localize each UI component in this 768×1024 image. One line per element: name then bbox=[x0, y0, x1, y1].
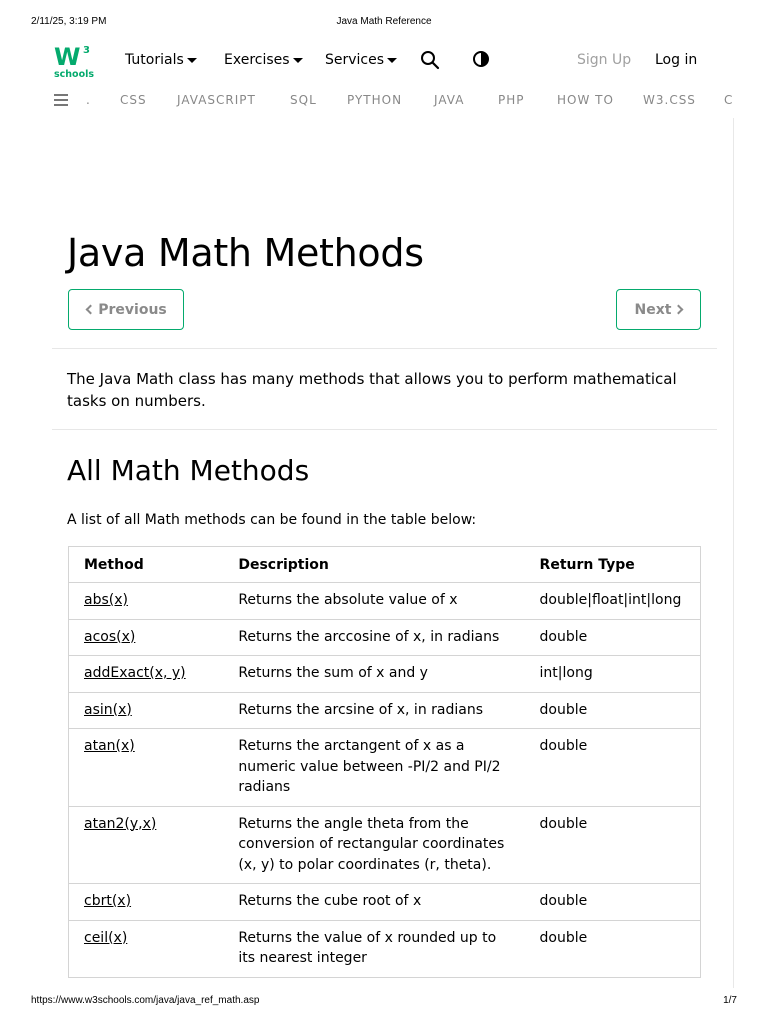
w3schools-logo[interactable] bbox=[53, 41, 95, 79]
divider bbox=[52, 348, 717, 349]
table-row bbox=[69, 656, 701, 693]
method-return-type: double bbox=[525, 729, 701, 807]
print-footer bbox=[0, 995, 768, 1009]
method-link[interactable]: asin(x) bbox=[84, 701, 132, 718]
header-method: Method bbox=[69, 547, 224, 583]
caret-down-icon bbox=[387, 58, 397, 63]
chevron-left-icon bbox=[86, 305, 96, 315]
table-row bbox=[69, 619, 701, 656]
exercises-label: Exercises bbox=[224, 52, 290, 68]
subnav-item-dot[interactable]: . bbox=[86, 93, 91, 107]
subject-navbar bbox=[0, 88, 768, 112]
method-return-type: int|long bbox=[525, 656, 701, 693]
theme-toggle-button[interactable] bbox=[472, 50, 490, 68]
logo-wordmark: schools bbox=[54, 69, 95, 79]
method-return-type: double bbox=[525, 806, 701, 884]
print-doc-title: Java Math Reference bbox=[336, 16, 432, 27]
print-url: https://www.w3schools.com/java/java_ref_math.asp bbox=[31, 995, 260, 1006]
table-header-row bbox=[69, 547, 701, 583]
tutorials-label: Tutorials bbox=[125, 52, 184, 68]
print-page-number: 1/7 bbox=[723, 995, 737, 1006]
section-title: All Math Methods bbox=[67, 454, 310, 487]
logo-mark: W bbox=[54, 43, 81, 71]
subnav-item-javascript[interactable]: JAVASCRIPT bbox=[177, 93, 256, 107]
top-navbar bbox=[0, 38, 768, 82]
method-description: Returns the arccosine of x, in radians bbox=[223, 619, 524, 656]
method-description: Returns the arcsine of x, in radians bbox=[223, 692, 524, 729]
method-description: Returns the cube root of x bbox=[223, 884, 524, 921]
services-label: Services bbox=[325, 52, 385, 68]
header-description: Description bbox=[223, 547, 524, 583]
subnav-item-css[interactable]: CSS bbox=[120, 93, 147, 107]
math-methods-table bbox=[68, 546, 701, 978]
subnav-item-c[interactable]: C bbox=[724, 93, 734, 107]
logo-superscript: 3 bbox=[83, 45, 90, 56]
method-description: Returns the sum of x and y bbox=[223, 656, 524, 693]
table-intro: A list of all Math methods can be found in the table below: bbox=[67, 512, 477, 528]
subnav-item-howto[interactable]: HOW TO bbox=[557, 93, 614, 107]
services-menu[interactable] bbox=[325, 50, 397, 70]
subnav-item-python[interactable]: PYTHON bbox=[347, 93, 403, 107]
print-header bbox=[0, 16, 768, 30]
contrast-icon bbox=[472, 50, 490, 68]
print-datetime: 2/11/25, 3:19 PM bbox=[31, 16, 107, 27]
method-description: Returns the angle theta from the conversion of rectangular coordinates (x, y) to polar coordinates (r, theta). bbox=[223, 806, 524, 884]
method-link[interactable]: atan(x) bbox=[84, 738, 135, 754]
table-row bbox=[69, 884, 701, 921]
signup-link[interactable]: Sign Up bbox=[577, 52, 632, 68]
chevron-right-icon bbox=[674, 305, 684, 315]
previous-button[interactable] bbox=[68, 289, 184, 330]
subnav-item-w3css[interactable]: W3.CSS bbox=[643, 93, 696, 107]
intro-paragraph: The Java Math class has many methods that allows you to perform mathematical tasks on numbers. bbox=[67, 370, 677, 410]
method-return-type: double bbox=[525, 692, 701, 729]
tutorials-menu[interactable] bbox=[125, 50, 197, 70]
exercises-menu[interactable] bbox=[224, 50, 303, 70]
table-row bbox=[69, 806, 701, 884]
method-description: Returns the absolute value of x bbox=[223, 583, 524, 620]
caret-down-icon bbox=[293, 58, 303, 63]
method-return-type: double|float|int|long bbox=[525, 583, 701, 620]
method-link[interactable]: atan2(y,x) bbox=[84, 815, 157, 832]
method-description: Returns the arctangent of x as a numeric value between -PI/2 and PI/2 radians bbox=[223, 729, 524, 807]
next-label: Next bbox=[634, 301, 672, 318]
method-return-type: double bbox=[525, 884, 701, 921]
caret-down-icon bbox=[187, 58, 197, 63]
menu-hamburger-icon[interactable] bbox=[54, 94, 68, 106]
table-row bbox=[69, 583, 701, 620]
method-return-type: double bbox=[525, 619, 701, 656]
method-link[interactable]: ceil(x) bbox=[84, 929, 128, 946]
method-link[interactable]: cbrt(x) bbox=[84, 893, 132, 909]
method-description: Returns the value of x rounded up to its nearest integer bbox=[238, 929, 497, 966]
login-link[interactable]: Log in bbox=[655, 52, 698, 68]
page-title: Java Math Methods bbox=[67, 231, 424, 275]
method-link[interactable]: acos(x) bbox=[84, 628, 136, 645]
search-button[interactable] bbox=[420, 50, 440, 70]
next-button[interactable] bbox=[616, 289, 701, 330]
table-row bbox=[69, 729, 701, 807]
method-link[interactable]: abs(x) bbox=[84, 592, 128, 608]
method-return-type: double bbox=[539, 929, 588, 946]
method-link[interactable]: addExact(x, y) bbox=[84, 665, 186, 681]
header-return-type: Return Type bbox=[525, 547, 701, 583]
content-right-border bbox=[733, 118, 734, 988]
subnav-item-php[interactable]: PHP bbox=[498, 93, 525, 107]
divider bbox=[52, 429, 717, 430]
table-row bbox=[69, 920, 701, 977]
subnav-item-sql[interactable]: SQL bbox=[290, 93, 317, 107]
search-icon bbox=[420, 50, 440, 70]
table-row bbox=[69, 692, 701, 729]
subnav-item-java[interactable]: JAVA bbox=[434, 93, 465, 107]
previous-label: Previous bbox=[98, 301, 167, 318]
